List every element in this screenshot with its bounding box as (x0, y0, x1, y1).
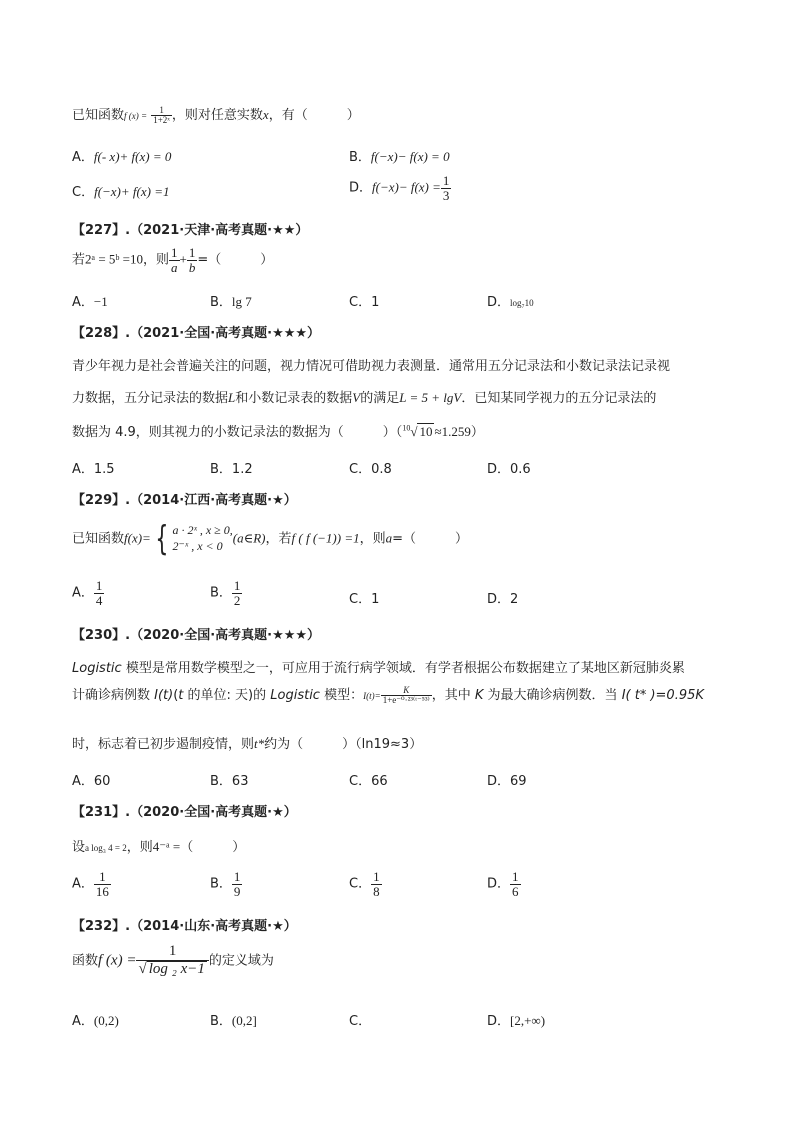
option-text: 0.8 (371, 462, 392, 477)
q230-line1 (72, 657, 685, 676)
option-label: A． (72, 462, 94, 477)
q226-stem (72, 104, 360, 125)
equation: 2ᵃ = 5ᵇ =10 (85, 251, 144, 267)
fraction (510, 870, 521, 898)
variable: I(t) (154, 688, 174, 703)
option-label: A． (72, 295, 94, 310)
term-logistic: Logistic (72, 661, 122, 676)
q232-option-c[interactable] (349, 1010, 371, 1029)
option-label: C． (349, 1014, 372, 1029)
option-text: lg 7 (231, 294, 252, 309)
option-label: D． (487, 876, 511, 892)
option-label: B． (210, 774, 232, 789)
numerator: 1 (373, 869, 380, 884)
q226-option-b[interactable] (349, 146, 450, 165)
q230-option-b[interactable] (210, 770, 248, 789)
q228-option-a[interactable] (72, 458, 115, 477)
option-text: f(−x)− f(x) = 0 (370, 149, 450, 164)
denominator: b (188, 259, 196, 275)
option-text: f(−x)+ f(x) =1 (94, 184, 170, 199)
q232-option-a[interactable] (72, 1010, 119, 1029)
left-brace: { (155, 519, 169, 559)
option-label: D． (487, 462, 511, 477)
denominator: 8 (373, 883, 380, 899)
option-label: C． (349, 295, 372, 310)
fraction (232, 870, 243, 898)
condition: a log₃ 4 = 2 (85, 843, 127, 853)
option-text: 1 (371, 295, 380, 310)
fraction (151, 106, 172, 126)
stem-text: 的单位: 天)的 (183, 688, 271, 703)
q231-header: 【231】.（2020·全国·高考真题·★） (72, 805, 297, 820)
option-label: B． (349, 150, 371, 165)
q227-option-c[interactable] (349, 291, 379, 310)
option-label: D． (487, 1014, 511, 1029)
option-label: B． (210, 462, 232, 477)
q229-option-a[interactable] (72, 579, 104, 607)
q230-header: 【230】.（2020·全国·高考真题·★★★） (72, 628, 321, 643)
denominator: √ log ₂ x−1 (138, 960, 205, 977)
fraction (94, 870, 111, 898)
radical-index: 10 (402, 423, 411, 433)
stem-text: 的定义域为 (208, 953, 274, 969)
q227-option-d[interactable] (487, 291, 534, 310)
option-text: (0,2] (231, 1013, 257, 1028)
variable: t* (254, 736, 265, 751)
q230-option-c[interactable] (349, 770, 388, 789)
stem-text: 时，标志着已初步遏制疫情，则 (72, 737, 255, 752)
variable: x (262, 107, 269, 122)
option-label: C． (349, 592, 372, 607)
radicand: 10 (419, 424, 433, 439)
stem-text: ．已知某同学视力的五分记录法的 (461, 391, 657, 406)
term-logistic: Logistic (270, 688, 320, 703)
denominator: 1+2ˣ (153, 115, 170, 125)
option-text: 69 (510, 774, 527, 789)
q231-option-a[interactable] (72, 870, 111, 898)
option-text: 66 (371, 774, 388, 789)
option-label: A． (72, 774, 94, 789)
denominator: 3 (442, 187, 450, 203)
q230-option-a[interactable] (72, 770, 110, 789)
numerator: 1 (95, 578, 103, 593)
option-text: 1 (371, 592, 380, 607)
stem-text: 和小数记录表的数据 (235, 391, 353, 406)
q230-line2 (72, 684, 704, 705)
fraction (169, 246, 180, 274)
option-text: 2 (510, 592, 519, 607)
stem-text: 数据为 4.9，则其视力的小数记录法的数据为（ ）（ (72, 425, 403, 440)
numerator: 1 (233, 869, 241, 884)
variable: t (178, 688, 184, 703)
q232-option-b[interactable] (210, 1010, 257, 1029)
fraction (381, 686, 432, 706)
option-label: D． (487, 295, 511, 310)
numerator: 1 (188, 245, 196, 260)
formula: L = 5 + lgV (399, 390, 462, 405)
piecewise-cases (172, 523, 232, 554)
stem-text: 约为（ ）（ln19≈3） (264, 737, 423, 752)
q229-header: 【229】.（2014·江西·高考真题·★） (72, 493, 297, 508)
radicand: log ₂ x−1 (148, 960, 205, 977)
option-label: C． (349, 876, 372, 892)
q232-header: 【232】.（2014·山东·高考真题·★） (72, 919, 297, 934)
option-text: 0.6 (510, 462, 531, 477)
denominator: 4 (95, 592, 103, 608)
variable: V (352, 390, 361, 405)
numerator: 1 (151, 106, 172, 116)
denominator: 9 (233, 883, 241, 899)
numerator: 1 (442, 173, 450, 188)
q226-option-d[interactable] (349, 174, 451, 202)
stem-text: 为最大确诊病例数．当 (483, 688, 622, 703)
option-label: A． (72, 876, 94, 892)
stem-text: 的满足 (360, 391, 400, 406)
q227-stem (72, 246, 273, 274)
option-text: f(- x)+ f(x) = 0 (93, 149, 172, 164)
option-text: f(−x)− f(x) = (372, 179, 441, 195)
option-text: 1.2 (231, 462, 253, 477)
radical-hint: $^{10}$√ 10 (402, 423, 433, 439)
fraction (232, 579, 243, 607)
function-lhs: f (x) = (98, 952, 137, 969)
q228-option-b[interactable] (210, 458, 253, 477)
q229-option-d[interactable] (487, 588, 518, 607)
option-label: A． (72, 1014, 94, 1029)
stem-text: ，则 (359, 531, 386, 547)
q231-stem (72, 836, 245, 855)
option-label: C． (72, 185, 95, 200)
fraction (371, 870, 382, 898)
stem-text: ，则 (143, 252, 170, 268)
q232-option-d[interactable] (487, 1010, 545, 1029)
option-label: B． (210, 295, 232, 310)
q230-option-d[interactable] (487, 770, 527, 789)
q228-line2 (72, 387, 656, 406)
numerator: 1 (94, 870, 111, 885)
option-label: A． (72, 585, 94, 601)
q229-stem (72, 519, 469, 559)
stem-text: =（ ） (392, 531, 469, 547)
stem-text: ，则 (126, 840, 153, 855)
equation: f ( f (−1)) =1 (291, 530, 360, 546)
option-label: C． (349, 462, 372, 477)
stem-text: 已知函数 (72, 531, 125, 547)
option-label: D． (487, 592, 511, 607)
q231-option-c[interactable] (349, 870, 382, 898)
option-label: A． (72, 150, 94, 165)
q228-option-d[interactable] (487, 458, 531, 477)
denominator: 6 (512, 883, 519, 899)
option-label: B． (210, 876, 232, 892)
q230-line3 (72, 733, 422, 752)
option-label: D． (487, 774, 511, 789)
q228-line1: 青少年视力是社会普遍关注的问题，视力情况可借助视力表测量．通常用五分记录法和小数记录法记录视 (72, 359, 671, 374)
option-label: B． (210, 585, 232, 601)
function-lhs: f (x) = (124, 111, 148, 121)
stem-text: 设 (72, 840, 86, 855)
condition: I( t* )=0.95K (621, 688, 704, 703)
stem-text: 模型是常用数学模型之一，可应用于流行病学领域．有学者根据公布数据建立了某地区新冠肺炎累 (121, 661, 685, 676)
q227-option-a[interactable] (72, 291, 108, 310)
stem-text: ，则对任意实数 (171, 108, 263, 123)
q228-line3 (72, 421, 484, 440)
case-1: a · 2ˣ , x ≥ 0, (172, 523, 233, 538)
option-text: −1 (93, 294, 108, 309)
numerator: 1 (171, 245, 178, 260)
stem-text: 模型： (319, 688, 364, 703)
denominator: 1+e⁻⁰·²³⁽ᵗ⁻⁵³⁾ (382, 695, 430, 705)
denominator: 16 (95, 883, 109, 899)
option-text: [2,+∞) (510, 1013, 546, 1028)
denominator: 2 (233, 592, 241, 608)
fraction (187, 246, 198, 274)
stem-text: =（ ） (197, 252, 274, 268)
variable: K (474, 688, 484, 703)
q226-option-a[interactable] (72, 146, 171, 165)
stem-text: 计确诊病例数 (72, 688, 155, 703)
numerator: 1 (512, 869, 519, 884)
stem-text: ≈1.259） (434, 424, 484, 439)
stem-text: ( (173, 688, 179, 703)
expression: 4⁻ᵃ = (152, 839, 181, 854)
option-text: 1.5 (93, 462, 115, 477)
q229-option-c[interactable] (349, 588, 379, 607)
q227-option-b[interactable] (210, 291, 252, 310)
numerator: 1 (233, 578, 241, 593)
condition: (a∈R) (232, 530, 266, 546)
q227-header: 【227】.（2021·天津·高考真题·★★） (72, 223, 309, 238)
q228-header: 【228】.（2021·全国·高考真题·★★★） (72, 326, 321, 341)
q231-option-d[interactable] (487, 870, 521, 898)
option-text: (0,2) (93, 1013, 119, 1028)
stem-text: （ ） (180, 840, 246, 855)
q229-option-b[interactable] (210, 579, 242, 607)
denominator: a (171, 259, 178, 275)
stem-text: ，其中 (431, 688, 475, 703)
option-text: 60 (93, 774, 111, 789)
fraction (94, 579, 105, 607)
option-label: B． (210, 1014, 232, 1029)
fraction (441, 174, 452, 202)
case-2: 2⁻ˣ , x < 0 (172, 539, 223, 553)
variable: a (385, 530, 393, 546)
option-text: log₇10 (510, 298, 534, 308)
option-text: 63 (231, 774, 249, 789)
stem-text: ，有（ ） (268, 108, 360, 123)
q226-option-c[interactable] (72, 181, 169, 200)
q228-option-c[interactable] (349, 458, 392, 477)
q232-stem (72, 944, 274, 978)
operator: + (179, 251, 187, 267)
numerator: K (381, 686, 432, 696)
fraction (136, 944, 208, 978)
option-label: D． (349, 180, 373, 196)
stem-text: 函数 (72, 953, 99, 969)
variable: L (228, 390, 236, 405)
stem-text: 已知函数 (72, 108, 125, 123)
stem-text: ，若 (265, 531, 292, 547)
numerator: 1 (136, 944, 208, 961)
stem-text: 力数据，五分记录法的数据 (72, 391, 229, 406)
model-lhs: I(t)= (363, 691, 381, 701)
function-lhs: f(x)= (124, 530, 151, 546)
option-label: C． (349, 774, 372, 789)
q231-option-b[interactable] (210, 870, 242, 898)
stem-text: 若 (72, 252, 86, 268)
